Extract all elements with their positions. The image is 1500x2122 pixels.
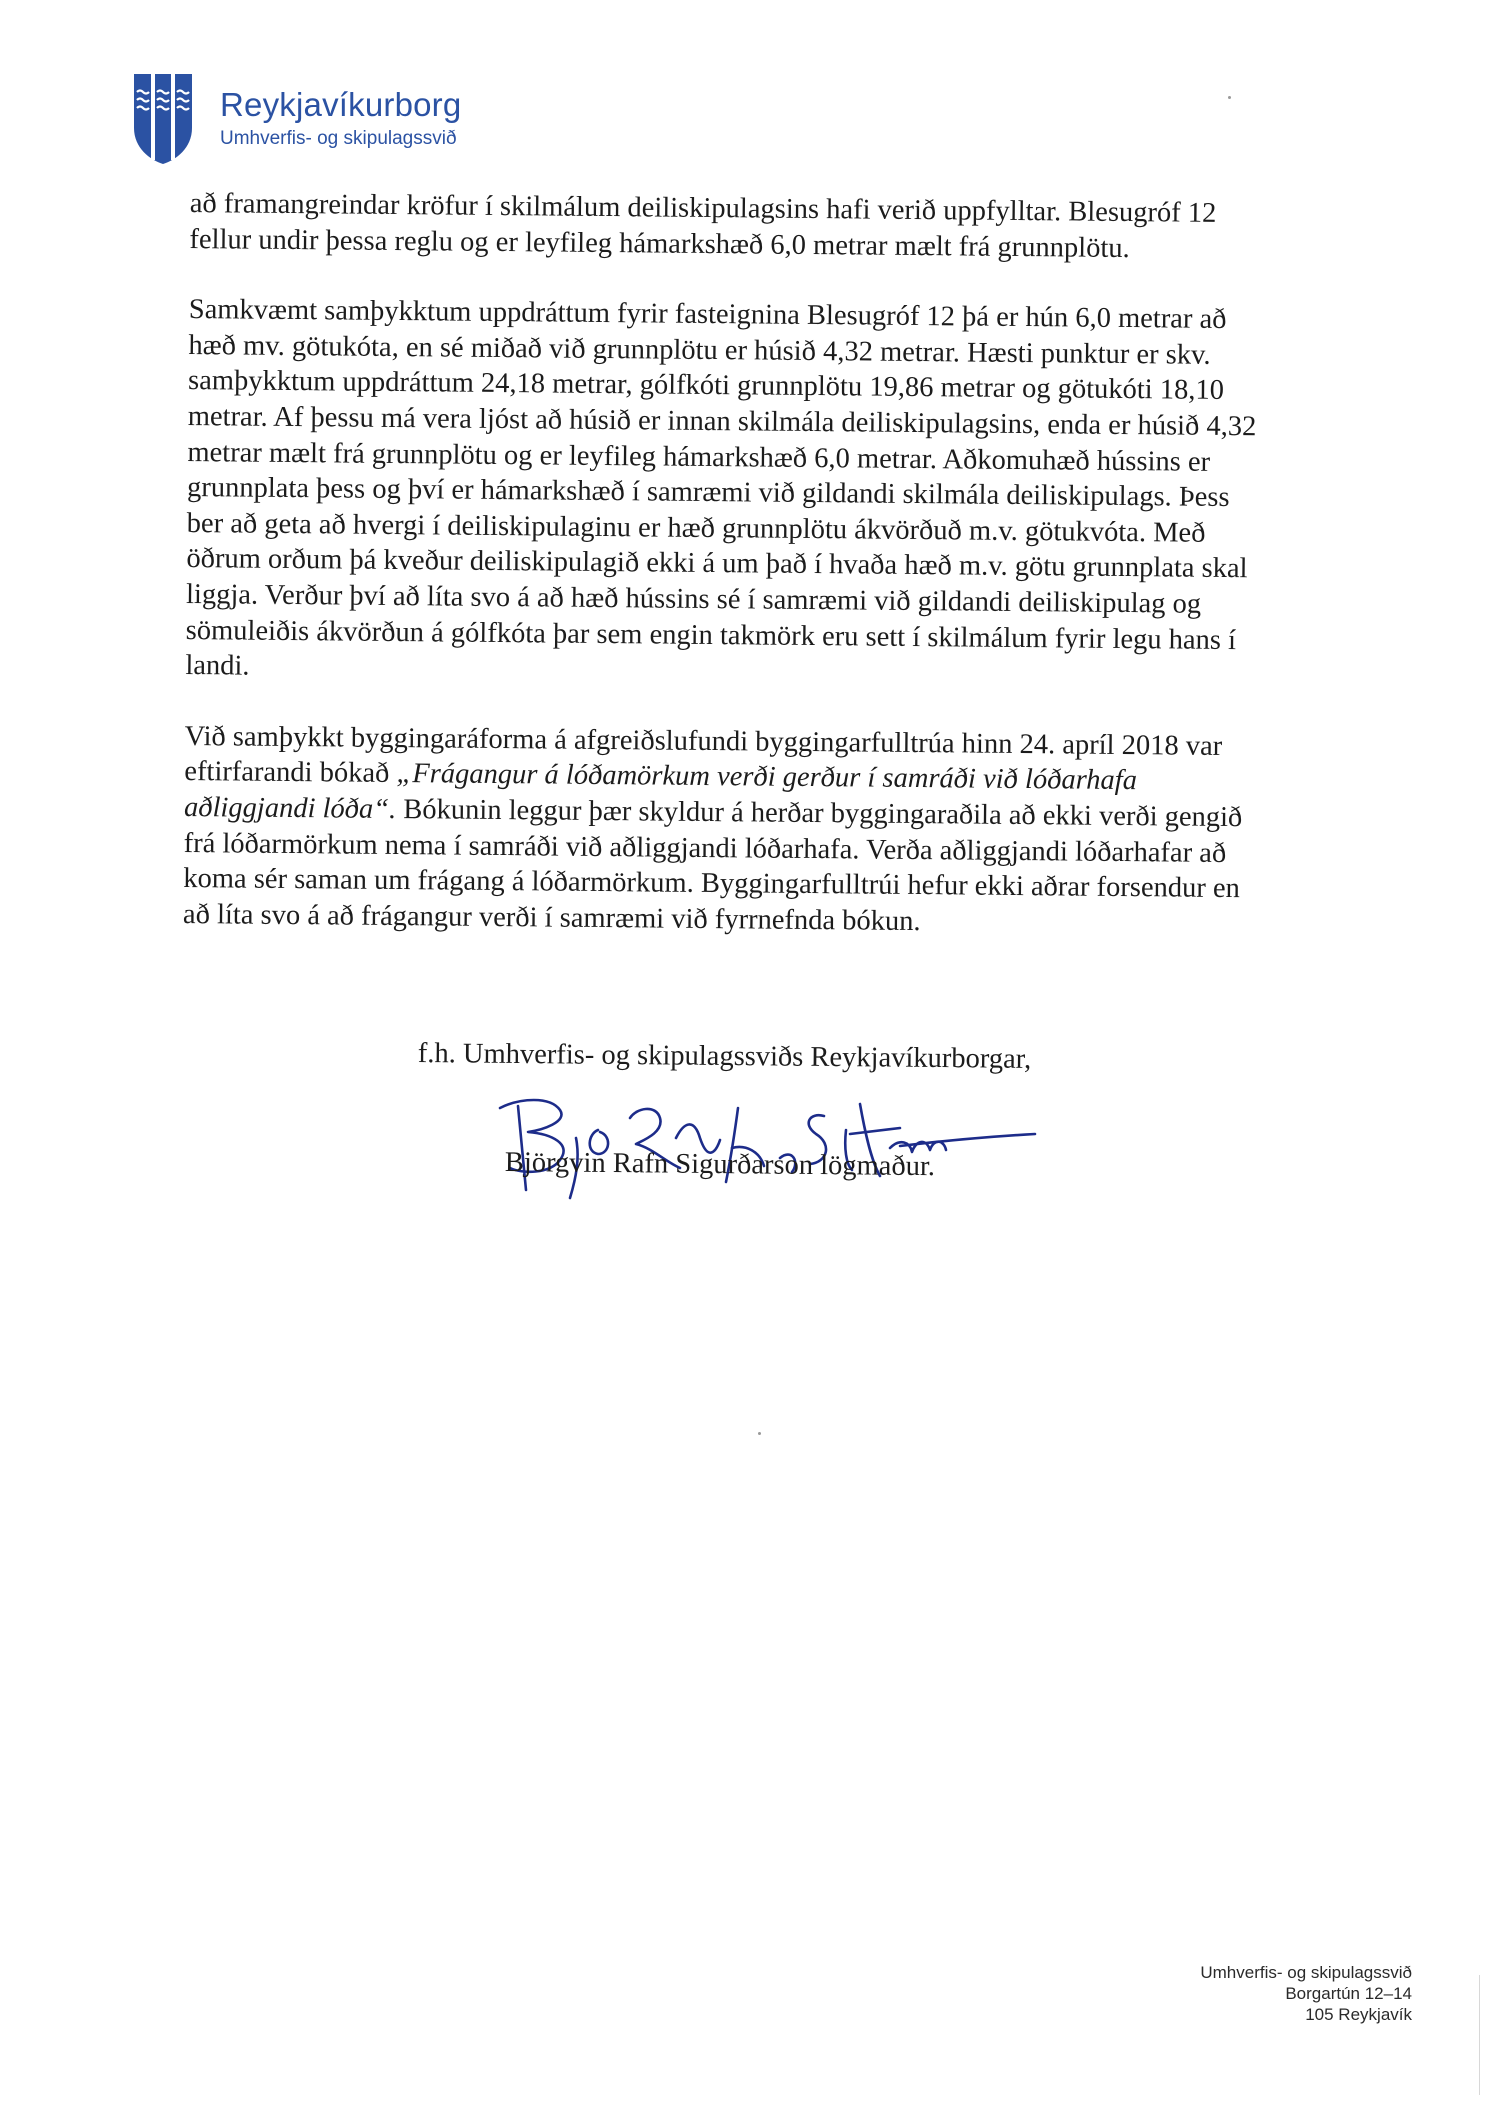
text-fragment: eftirfarandi bókað: [184, 756, 397, 790]
text-line: koma sér saman um frágang á lóðarmörkum. Byggingarfulltrúi hefur ekki aðrar forsendur en: [183, 863, 1240, 905]
paragraph-1: [189, 186, 1310, 268]
quoted-text: „Frágangur á lóðamörkum verði gerður í samráði við lóðarhafa: [396, 758, 1138, 797]
text-line: Samkvæmt samþykktum uppdráttum fyrir fasteignina Blesugróf 12 þá er hún 6,0 metrar að: [188, 294, 1227, 336]
scan-edge-line: [1479, 1975, 1480, 2095]
quoted-text: aðliggjandi lóða“.: [183, 791, 397, 825]
footer-city: 105 Reykjavík: [1305, 2005, 1412, 2024]
handwritten-signature-icon: [480, 1078, 1040, 1208]
paragraph-2: [185, 292, 1309, 694]
text-line: samþykktum uppdráttum 24,18 metrar, gólfkóti grunnplötu 19,86 metrar og götukóti 18,10: [187, 365, 1225, 407]
text-line: öðrum orðum þá kveður deiliskipulagið ekki á um það í hvaða hæð m.v. götu grunnplata skal: [186, 543, 1248, 585]
org-name: Reykjavíkurborg: [220, 86, 462, 123]
text-fragment: Bókunin leggur þær skyldur á herðar byggingaraðila að ekki verði gengið: [396, 793, 1243, 834]
text-line: sömuleiðis ákvörðun á gólfkóta þar sem engin takmörk eru sett í skilmálum fyrir legu hans í: [185, 614, 1237, 656]
text-line: ber að geta að hvergi í deiliskipulaginu er hæð grunnplötu ákvörðuð m.v. götukvóta. Með: [186, 507, 1206, 549]
letter-body: [183, 186, 1310, 978]
text-line: fellur undir þessa reglu og er leyfileg hámarkshæð 6,0 metrar mælt frá grunnplötu.: [189, 223, 1130, 264]
footer-street: Borgartún 12–14: [1285, 1984, 1412, 2003]
text-line: landi.: [185, 650, 250, 682]
reykjavik-shield-logo-icon: [130, 70, 196, 166]
closing-on-behalf: f.h. Umhverfis- og skipulagssviðs Reykjavíkurborgar,: [417, 1038, 1032, 1075]
text-line: liggja. Verður því að líta svo á að hæð hússins sé í samræmi við gildandi deiliskipulag og: [185, 578, 1202, 620]
text-line: metrar mælt frá grunnplötu og er leyfileg hámarkshæð 6,0 metrar. Aðkomuhæð hússins er: [187, 436, 1211, 478]
scan-speck: [1228, 96, 1231, 99]
text-line: að framangreindar kröfur í skilmálum deiliskipulagsins hafi verið uppfylltar. Blesugróf 12: [189, 187, 1217, 229]
text-line: hæð mv. götukóta, en sé miðað við grunnplötu er húsið 4,32 metrar. Hæsti punktur er skv.: [188, 329, 1211, 371]
text-line: grunnplata þess og því er hámarkshæð í samræmi við gildandi skilmála deiliskipulags. Þess: [186, 472, 1230, 514]
text-line: frá lóðarmörkum nema í samráði við aðliggjandi lóðarhafa. Verða aðliggjandi lóðarhafar að: [183, 827, 1227, 869]
footer-department: Umhverfis- og skipulagssvið: [1200, 1963, 1412, 1982]
org-department: Umhverfis- og skipulagssvið: [220, 128, 457, 149]
text-line: Við samþykkt byggingaráforma á afgreiðslufundi byggingarfulltrúa hinn 24. apríl 2018 var: [184, 720, 1223, 762]
signer-name: Björgvin Rafn Sigurðarson lögmaður.: [504, 1147, 936, 1183]
footer-address: [1200, 1962, 1412, 2025]
text-line: metrar. Af þessu má vera ljóst að húsið er innan skilmála deiliskipulagsins, enda er húsið 4,32: [187, 400, 1257, 443]
scan-speck: [758, 1432, 761, 1435]
text-line: að líta svo á að frágangur verði í samræmi við fyrrnefnda bókun.: [182, 898, 921, 937]
paragraph-3: [183, 719, 1305, 943]
